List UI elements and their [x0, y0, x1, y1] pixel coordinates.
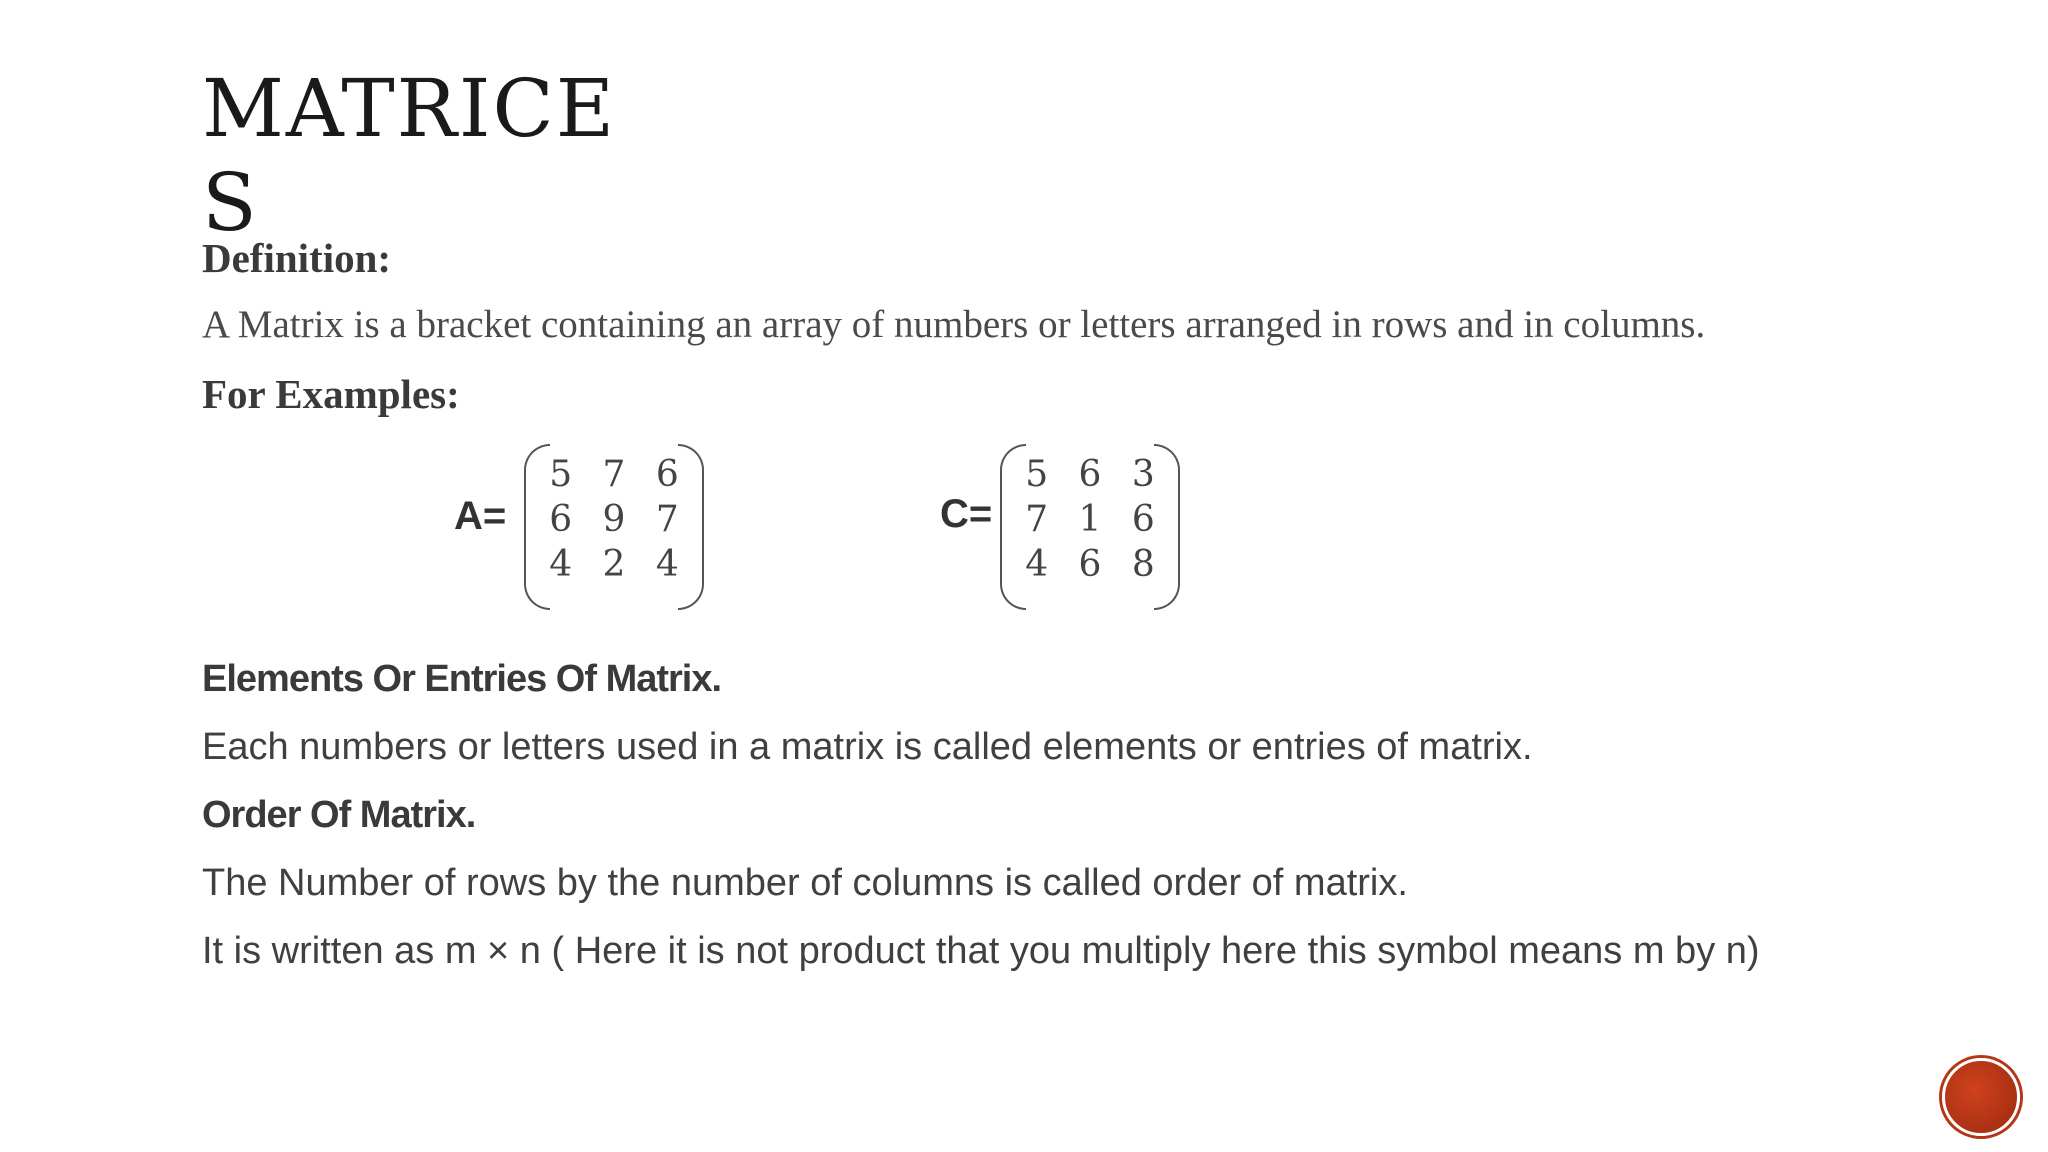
matrix-a [524, 444, 704, 606]
matrix-cell: 4 [1025, 544, 1049, 585]
order-heading: Order Of Matrix. [202, 794, 476, 836]
matrix-cell: 3 [1131, 454, 1155, 495]
matrix-c-label: C= [940, 492, 993, 536]
matrix-a-cells [534, 452, 694, 587]
definition-text: A Matrix is a bracket containing an array of numbers or letters arranged in rows and in columns. [202, 303, 1706, 346]
order-text: The Number of rows by the number of columns is called order of matrix. [202, 862, 1408, 904]
matrix-cell: 7 [1025, 499, 1049, 540]
elements-text: Each numbers or letters used in a matrix is called elements or entries of matrix. [202, 726, 1533, 768]
matrix-cell: 6 [549, 499, 573, 540]
matrix-c-cells [1010, 452, 1170, 587]
matrix-cell: 5 [1025, 454, 1049, 495]
matrix-cell: 5 [549, 454, 573, 495]
matrix-cell: 7 [602, 454, 626, 495]
matrix-c [1000, 444, 1180, 606]
matrix-cell: 7 [655, 499, 679, 540]
matrix-cell: 6 [1078, 544, 1102, 585]
written-text: It is written as m × n ( Here it is not product that you multiply here this symbol means m by n) [202, 930, 1760, 972]
slide-title: MATRICES [202, 62, 617, 249]
matrix-cell: 6 [1078, 454, 1102, 495]
examples-heading: For Examples: [202, 371, 460, 417]
matrix-cell: 4 [549, 544, 573, 585]
elements-heading: Elements Or Entries Of Matrix. [202, 658, 722, 700]
slide-nav-button[interactable] [1942, 1058, 2020, 1136]
matrix-cell: 6 [1131, 499, 1155, 540]
matrix-cell: 2 [602, 544, 626, 585]
matrix-cell: 1 [1078, 499, 1102, 540]
definition-heading: Definition: [202, 235, 392, 281]
matrix-cell: 8 [1131, 544, 1155, 585]
matrix-cell: 4 [655, 544, 679, 585]
matrix-a-label: A= [454, 494, 507, 538]
matrix-cell: 9 [602, 499, 626, 540]
matrix-cell: 6 [655, 454, 679, 495]
